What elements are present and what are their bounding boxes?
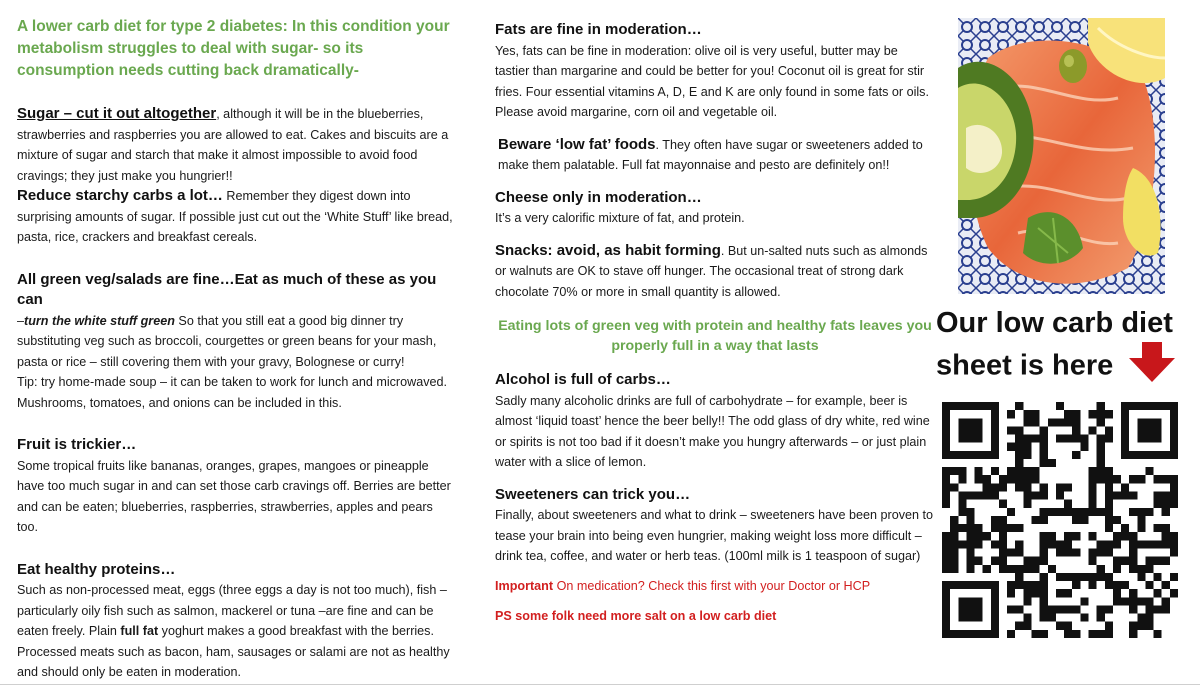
fats-section [495, 20, 935, 123]
salmon-avocado-plate-photo [958, 18, 1165, 294]
cta-heading [936, 304, 1198, 392]
ps-text: PS some folk need more salt on a low carb diet [495, 608, 777, 623]
veg-heading: All green veg/salads are fine…Eat as much of these as you can [17, 270, 437, 308]
protein-body-2: yoghurt makes a good breakfast with the berries. Processed meats such as bacon, ham, sausages or salami are not as healthy and should only be eaten in moderation. [17, 624, 450, 679]
important-note [495, 579, 935, 593]
veg-section [17, 270, 457, 414]
sugar-heading: Sugar – cut it out altogether [17, 105, 217, 122]
qr-code-icon[interactable] [942, 402, 1178, 638]
cheese-section [495, 188, 935, 229]
green-veg-note: Eating lots of green veg with protein and healthy fats leaves you properly full in a way that lasts [498, 318, 932, 354]
sugar-section [17, 104, 457, 186]
sugar-body: , although it will be in the blueberries, strawberries and raspberries you are allowed to eat. Cakes and biscuits are a mixture of sugar and starch that make it almost impossible to avoid food cravings; they just make you hungrier!! [17, 107, 449, 183]
lowfat-body: . They often have sugar or sweeteners added to make them palatable. Full fat mayonnaise and pesto are definitely on!! [498, 137, 923, 172]
fruit-section [17, 435, 457, 538]
snacks-section [495, 241, 935, 303]
starch-heading: Reduce starchy carbs a lot… [17, 187, 223, 204]
starch-section [17, 186, 457, 248]
fats-heading: Fats are fine in moderation… [495, 21, 702, 38]
protein-section [17, 560, 457, 683]
veg-emphasis: turn the white stuff green [24, 313, 175, 328]
sweeteners-body: Finally, about sweeteners and what to drink – sweeteners have been proven to tease your brain into being even hungrier, making weight loss more difficult – drink tea, coffee, and water or herb teas. (100ml milk is 1 teaspoon of sugar) [495, 508, 934, 563]
cheese-body: It’s a very calorific mixture of fat, and protein. [495, 211, 745, 225]
snacks-body: . But un-salted nuts such as almonds or walnuts are OK to stave off hunger. The occasional treat of strong dark chocolate 70% or more in small quantity is allowed. [495, 243, 928, 299]
cta-text: Our low carb diet sheet is here [936, 307, 1173, 382]
important-text: On medication? Check this first with your Doctor or HCP [553, 578, 871, 593]
cheese-heading: Cheese only in moderation… [495, 188, 702, 206]
veg-dash: – [17, 313, 25, 328]
red-down-arrow-icon [1129, 342, 1175, 392]
important-label: Important [495, 578, 554, 593]
alcohol-body: Sadly many alcoholic drinks are full of carbohydrate – for example, beer is almost ‘liquid toast’ hence the beer belly!! The odd glass of dry white, red wine or spirits is not too bad if it doesn’t make you hungry afterwards – or just plain water with a slice of lemon. [495, 393, 930, 469]
fruit-heading: Fruit is trickier… [17, 436, 137, 453]
snacks-heading: Snacks: avoid, as habit forming [495, 241, 721, 259]
lowfat-section [495, 135, 935, 176]
sweeteners-heading: Sweeteners can trick you… [495, 485, 691, 503]
left-column [17, 0, 457, 683]
intro-lead: A lower carb diet for type 2 diabetes: In this condition your metabolism struggles to deal with sugar- so its consumption needs cutting back dramatically- [17, 18, 450, 79]
alcohol-section [495, 370, 935, 473]
protein-heading: Eat healthy proteins… [17, 560, 176, 578]
middle-column [495, 20, 935, 623]
alcohol-heading: Alcohol is full of carbs… [495, 371, 671, 388]
fruit-body: Some tropical fruits like bananas, oranges, grapes, mangoes or pineapple have too much sugar in and can set those carb cravings off. Berries are better and can be eaten; blueberries, raspberries, strawberries, apples and pears too. [17, 458, 451, 534]
starch-body: Remember they digest down into surprising amounts of sugar. If possible just cut out the ‘White Stuff’ like bread, pasta, rice, crackers and breakfast cereals. [17, 189, 453, 244]
protein-body-1: Such as non-processed meat, eggs (three eggs a day is not too much), fish – particularly oily fish such as salmon, mackerel or tuna –are fine and can be eaten freely. Plain [17, 583, 447, 638]
veg-tip: Tip: try home-made soup – it can be taken to work for lunch and microwaved. Mushrooms, tomatoes, and onions can be included in this. [17, 375, 448, 410]
ps-note [495, 609, 935, 623]
sweeteners-section [495, 485, 935, 567]
fats-body: Yes, fats can be fine in moderation: olive oil is very useful, butter may be tastier than margarine and could be better for you! Coconut oil is great for stir fries. Four essential vitamins A, D, E and K are only found in some fats or oils. Please avoid margarine, corn oil and vegetable oil. [495, 43, 929, 119]
protein-bold: full fat [120, 624, 159, 638]
veg-body: So that you still eat a good big dinner try substituting veg such as broccoli, courgettes or green beans for your mash, pasta or rice – still covering them with your gravy, Bolognese or curry! [17, 313, 437, 369]
lowfat-heading: Beware ‘low fat’ foods [498, 135, 656, 153]
